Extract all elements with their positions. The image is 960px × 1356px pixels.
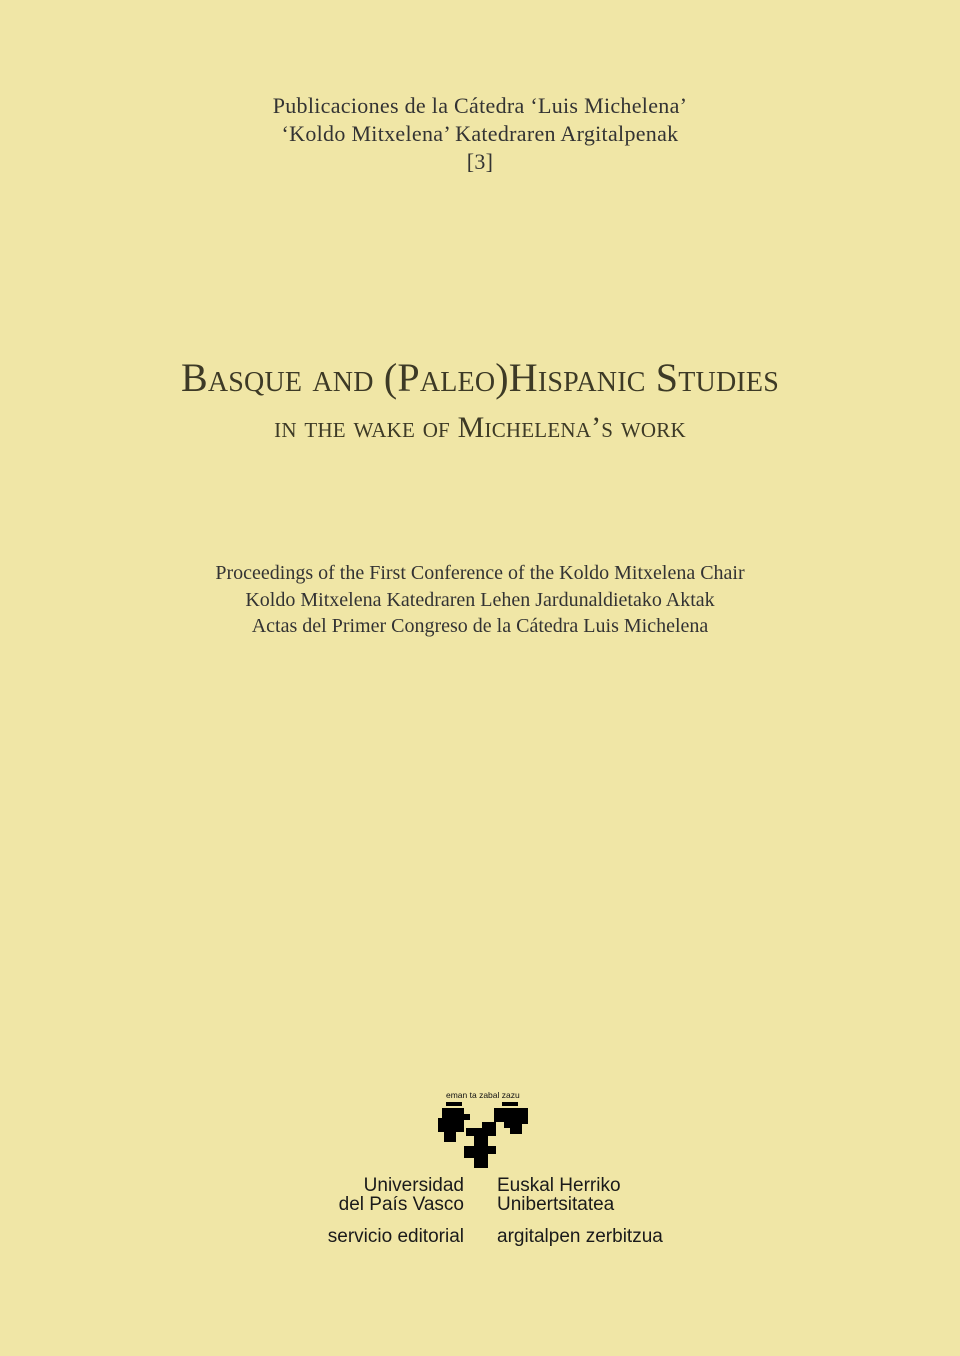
upv-ehu-tree-icon — [436, 1102, 530, 1170]
university-name-basque-line1: Euskal Herriko — [497, 1175, 621, 1196]
series-title-spanish: Publicaciones de la Cátedra ‘Luis Michelena’ — [272, 93, 688, 118]
proceedings-basque: Koldo Mitxelena Katedraren Lehen Jardunaldietako Aktak — [245, 588, 715, 611]
proceedings-english: Proceedings of the First Conference of the Koldo Mitxelena Chair — [215, 562, 745, 584]
university-name-spanish-line1: Universidad — [363, 1175, 464, 1196]
publisher-block — [0, 1088, 960, 1258]
university-name-spanish-line2: del País Vasco — [338, 1194, 464, 1215]
book-title — [0, 352, 960, 450]
proceedings-block — [0, 560, 960, 640]
series-heading — [0, 92, 960, 176]
logo-motto: eman ta zabal zazu — [446, 1090, 520, 1100]
proceedings-spanish: Actas del Primer Congreso de la Cátedra Luis Michelena — [251, 615, 709, 637]
editorial-service-spanish: servicio editorial — [327, 1226, 464, 1247]
series-number: [3] — [466, 149, 494, 174]
university-name-basque-line2: Unibertsitatea — [497, 1194, 615, 1215]
book-title-main: Basque and (Paleo)Hispanic Studies — [180, 355, 780, 400]
book-title-subtitle: in the wake of Michelena’s work — [274, 411, 686, 444]
editorial-service-basque: argitalpen zerbitzua — [497, 1226, 663, 1247]
university-name-spanish — [339, 1176, 464, 1214]
university-name-basque — [497, 1176, 621, 1214]
series-title-basque: ‘Koldo Mitxelena’ Katedraren Argitalpenak — [281, 121, 679, 146]
